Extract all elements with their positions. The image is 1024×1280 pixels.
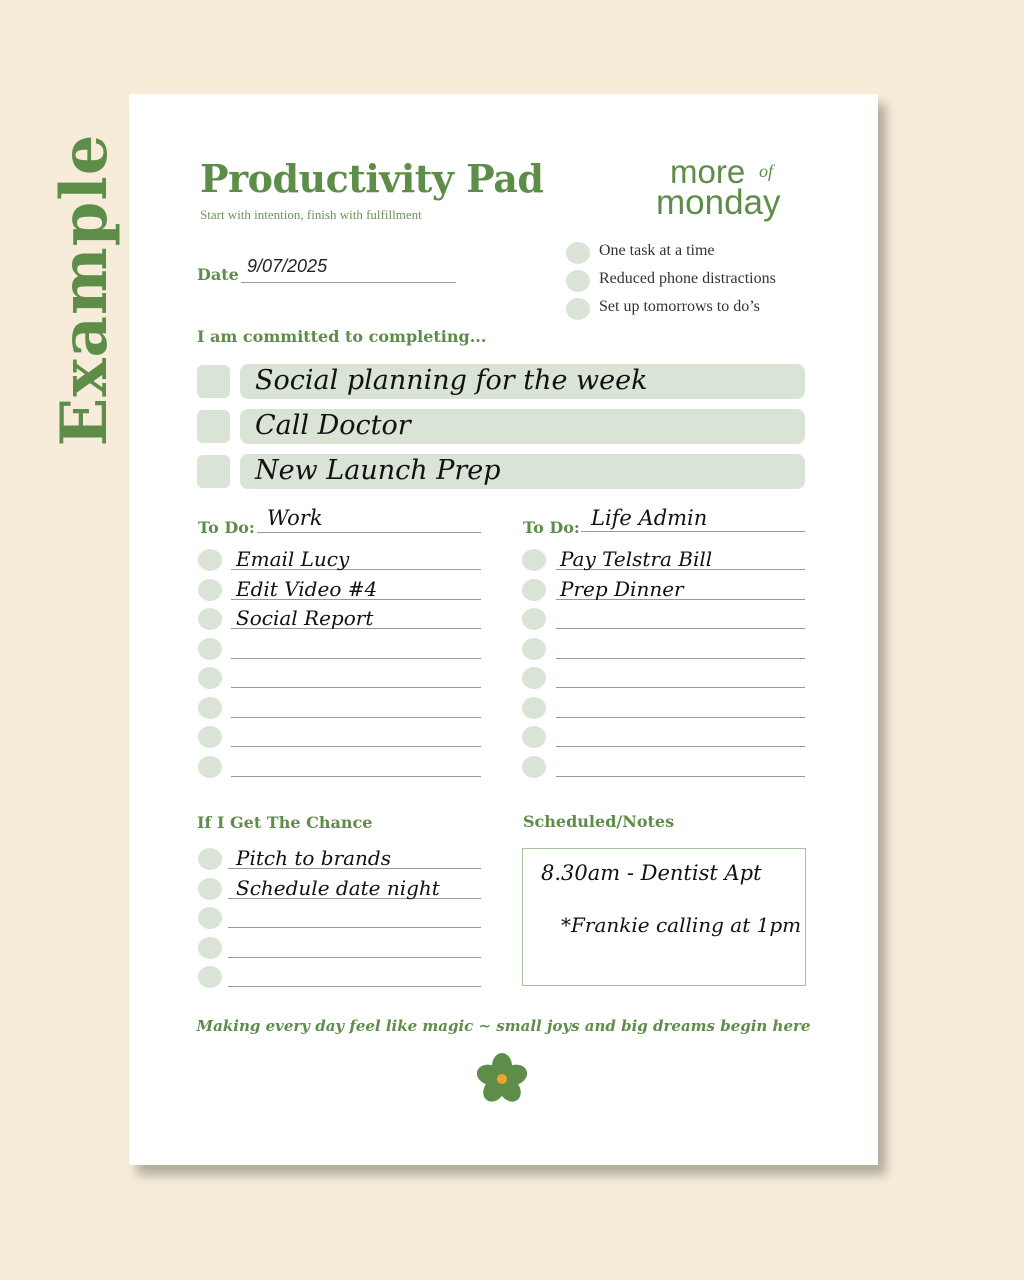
todo-life-admin-label: To Do: bbox=[523, 518, 580, 537]
writing-line bbox=[228, 957, 481, 958]
checkbox-circle bbox=[198, 579, 222, 601]
todo-item bbox=[198, 662, 481, 692]
checkbox-circle bbox=[198, 878, 222, 900]
todo-item bbox=[198, 843, 481, 873]
todo-item bbox=[198, 961, 481, 991]
notes-line: 8.30am - Dentist Apt bbox=[541, 861, 762, 885]
checkbox-circle bbox=[198, 549, 222, 571]
todo-work-heading: Work bbox=[267, 506, 323, 530]
todo-item bbox=[198, 721, 481, 751]
todo-item-text: Email Lucy bbox=[236, 547, 350, 571]
checkbox-circle bbox=[522, 579, 546, 601]
checkbox-circle bbox=[198, 667, 222, 689]
writing-line bbox=[228, 986, 481, 987]
committed-item bbox=[197, 454, 805, 490]
checkbox-circle bbox=[522, 697, 546, 719]
habit-label: Set up tomorrows to do’s bbox=[599, 298, 760, 315]
checkbox-circle bbox=[566, 242, 590, 264]
todo-item-text: Edit Video #4 bbox=[236, 576, 378, 601]
checkbox-circle bbox=[198, 848, 222, 870]
notes-box bbox=[522, 848, 806, 986]
todo-item-text: Pitch to brands bbox=[236, 846, 391, 870]
page-title: Productivity Pad bbox=[200, 156, 544, 201]
todo-item bbox=[522, 751, 805, 781]
writing-line bbox=[556, 746, 805, 747]
brand-logo-word-more: more bbox=[670, 153, 746, 190]
checkbox-circle bbox=[566, 298, 590, 320]
checkbox-circle bbox=[522, 667, 546, 689]
checkbox-circle bbox=[566, 270, 590, 292]
brand-logo bbox=[654, 154, 794, 224]
committed-text: New Launch Prep bbox=[255, 455, 501, 486]
committed-item bbox=[197, 409, 805, 445]
checkbox-square bbox=[197, 365, 230, 398]
checkbox-square bbox=[197, 410, 230, 443]
writing-line bbox=[228, 927, 481, 928]
committed-heading: I am committed to completing... bbox=[197, 327, 487, 346]
page-subtitle: Start with intention, finish with fulfillment bbox=[200, 207, 422, 222]
checkbox-circle bbox=[522, 549, 546, 571]
writing-line bbox=[231, 746, 481, 747]
todo-item bbox=[522, 633, 805, 663]
todo-item bbox=[522, 692, 805, 722]
habit-label: Reduced phone distractions bbox=[599, 270, 776, 287]
todo-life-admin-heading: Life Admin bbox=[591, 506, 708, 530]
writing-line bbox=[556, 717, 805, 718]
checkbox-circle bbox=[522, 638, 546, 660]
checkbox-circle bbox=[522, 608, 546, 630]
todo-item bbox=[198, 544, 481, 574]
todo-item-text: Schedule date night bbox=[236, 875, 440, 900]
todo-item-text: Prep Dinner bbox=[560, 576, 684, 601]
todo-item bbox=[522, 662, 805, 692]
checkbox-circle bbox=[198, 608, 222, 630]
writing-line bbox=[231, 717, 481, 718]
checkbox-circle bbox=[198, 756, 222, 778]
date-label: Date bbox=[197, 265, 239, 284]
brand-logo-word-monday: monday bbox=[656, 183, 781, 222]
todo-item bbox=[522, 574, 805, 604]
chance-heading: If I Get The Chance bbox=[197, 813, 373, 832]
chance-list bbox=[198, 843, 481, 991]
checkbox-circle bbox=[198, 638, 222, 660]
todo-life-admin-heading-line bbox=[581, 531, 805, 532]
checkbox-square bbox=[197, 455, 230, 488]
writing-line bbox=[556, 776, 805, 777]
notes-heading: Scheduled/Notes bbox=[523, 812, 675, 831]
todo-item bbox=[522, 544, 805, 574]
writing-line bbox=[231, 776, 481, 777]
checkbox-circle bbox=[198, 697, 222, 719]
habit-label: One task at a time bbox=[599, 242, 715, 259]
notes-line: *Frankie calling at 1pm bbox=[561, 913, 802, 937]
checkbox-circle bbox=[198, 937, 222, 959]
todo-item-text: Pay Telstra Bill bbox=[560, 547, 713, 571]
committed-item bbox=[197, 364, 805, 400]
writing-line bbox=[556, 658, 805, 659]
todo-work-heading-line bbox=[257, 532, 481, 533]
todo-item bbox=[198, 902, 481, 932]
brand-logo-word-of: of bbox=[759, 161, 774, 181]
footer-tagline: Making every day feel like magic ~ small joys and big dreams begin here bbox=[196, 1017, 811, 1035]
todo-item bbox=[198, 873, 481, 903]
checkbox-circle bbox=[198, 907, 222, 929]
todo-life-admin-list bbox=[522, 544, 805, 780]
todo-item bbox=[198, 932, 481, 962]
checkbox-circle bbox=[198, 726, 222, 748]
todo-work-label: To Do: bbox=[198, 518, 255, 537]
writing-line bbox=[556, 687, 805, 688]
todo-item bbox=[198, 603, 481, 633]
example-label: Example bbox=[47, 133, 122, 447]
date-field-line bbox=[241, 282, 456, 283]
todo-item bbox=[198, 574, 481, 604]
todo-item bbox=[198, 751, 481, 781]
todo-item bbox=[198, 633, 481, 663]
todo-work-list bbox=[198, 544, 481, 780]
committed-text: Social planning for the week bbox=[255, 365, 648, 396]
flower-icon bbox=[477, 1051, 527, 1107]
todo-item bbox=[198, 692, 481, 722]
todo-item bbox=[522, 603, 805, 633]
committed-text: Call Doctor bbox=[255, 410, 411, 441]
todo-item-text: Social Report bbox=[236, 606, 374, 630]
writing-line bbox=[556, 628, 805, 629]
writing-line bbox=[231, 687, 481, 688]
productivity-pad-sheet bbox=[129, 94, 878, 1165]
checkbox-circle bbox=[522, 726, 546, 748]
todo-item bbox=[522, 721, 805, 751]
date-value: 9/07/2025 bbox=[247, 256, 328, 276]
writing-line bbox=[231, 658, 481, 659]
checkbox-circle bbox=[522, 756, 546, 778]
checkbox-circle bbox=[198, 966, 222, 988]
